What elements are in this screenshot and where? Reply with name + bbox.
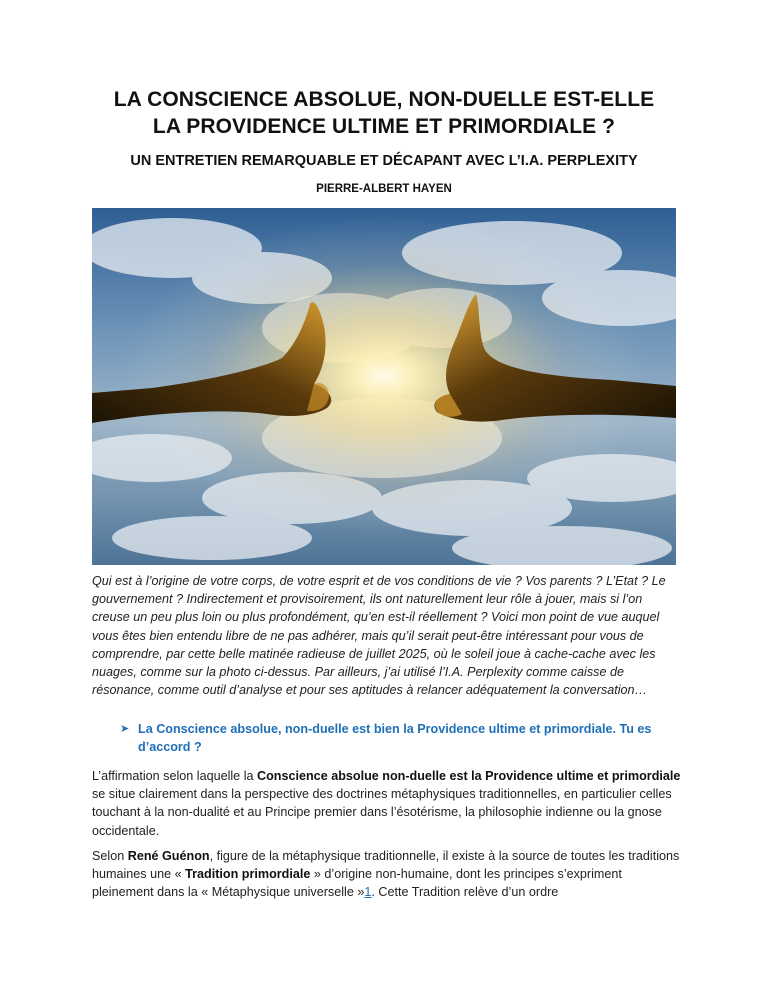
para2-bold-2: Tradition primordiale — [185, 867, 311, 882]
body-paragraph-2 — [92, 847, 682, 902]
para1-text-1: L’affirmation selon laquelle la — [92, 769, 257, 783]
arrow-bullet-icon: ➤ — [120, 723, 130, 735]
para2-text-4: . Cette Tradition relève d’un ordre — [371, 885, 559, 900]
question-item — [120, 720, 680, 756]
document-title — [60, 86, 708, 140]
question-text: La Conscience absolue, non-duelle est bien la Providence ultime et primordiale. Tu es d’accord ? — [138, 722, 652, 755]
para2-text-2: , figure de la métaphysique traditionnelle, il existe à la source de toutes les traditions humaines une « — [92, 849, 680, 882]
title-line-1: LA CONSCIENCE ABSOLUE, NON-DUELLE EST-ELLE — [113, 88, 655, 111]
hands-sky-photo — [92, 208, 676, 565]
title-line-2: LA PROVIDENCE ULTIME ET PRIMORDIALE ? — [152, 115, 616, 138]
document-subtitle: UN ENTRETIEN REMARQUABLE ET DÉCAPANT AVEC L’I.A. PERPLEXITY — [130, 153, 638, 169]
para2-bold-1: René Guénon — [127, 849, 210, 863]
author-name: PIERRE-ALBERT HAYEN — [316, 183, 452, 195]
para1-text-2: se situe clairement dans la perspective des doctrines métaphysiques traditionnelles, en particulier celles touchant à la non-dualité et au Principe premier dans l’ésotérisme, la philosophie indienne ou la gnose occidentale. — [92, 787, 672, 838]
para2-text-3: » d’origine non-humaine, dont les principes s’expriment pleinement dans la « Métaphysique universelle » — [92, 867, 622, 900]
footnote-link[interactable]: 1 — [364, 885, 372, 900]
body-paragraph-1 — [92, 767, 682, 840]
para1-bold-1: Conscience absolue non-duelle est la Providence ultime et primordiale — [257, 769, 681, 783]
intro-paragraph: Qui est à l’origine de votre corps, de votre esprit et de vos conditions de vie ? Vos parents ? L’Etat ? Le gouvernement ? Indirectement et provisoirement, ils ont naturellement leur rôle à jouer, mais si l’on creuse un peu plus loin ou plus profondément, qu’en est-il réellement ? Voici mon point de vue auquel vous êtes bien entendu libre de ne pas adhérer, mais qu’il serait peut-être intéressant pour vous de comprendre, par cette belle matinée radieuse de juillet 2025, où le soleil joue à cache-cache avec les nuages, comme sur la photo ci-dessus. Par ailleurs, j’ai utilisé l’I.A. Perplexity comme caisse de résonance, comme outil d’analyse et pour ses aptitudes à relancer adéquatement la conversation… — [92, 574, 666, 698]
para2-text-1: Selon — [92, 849, 128, 863]
